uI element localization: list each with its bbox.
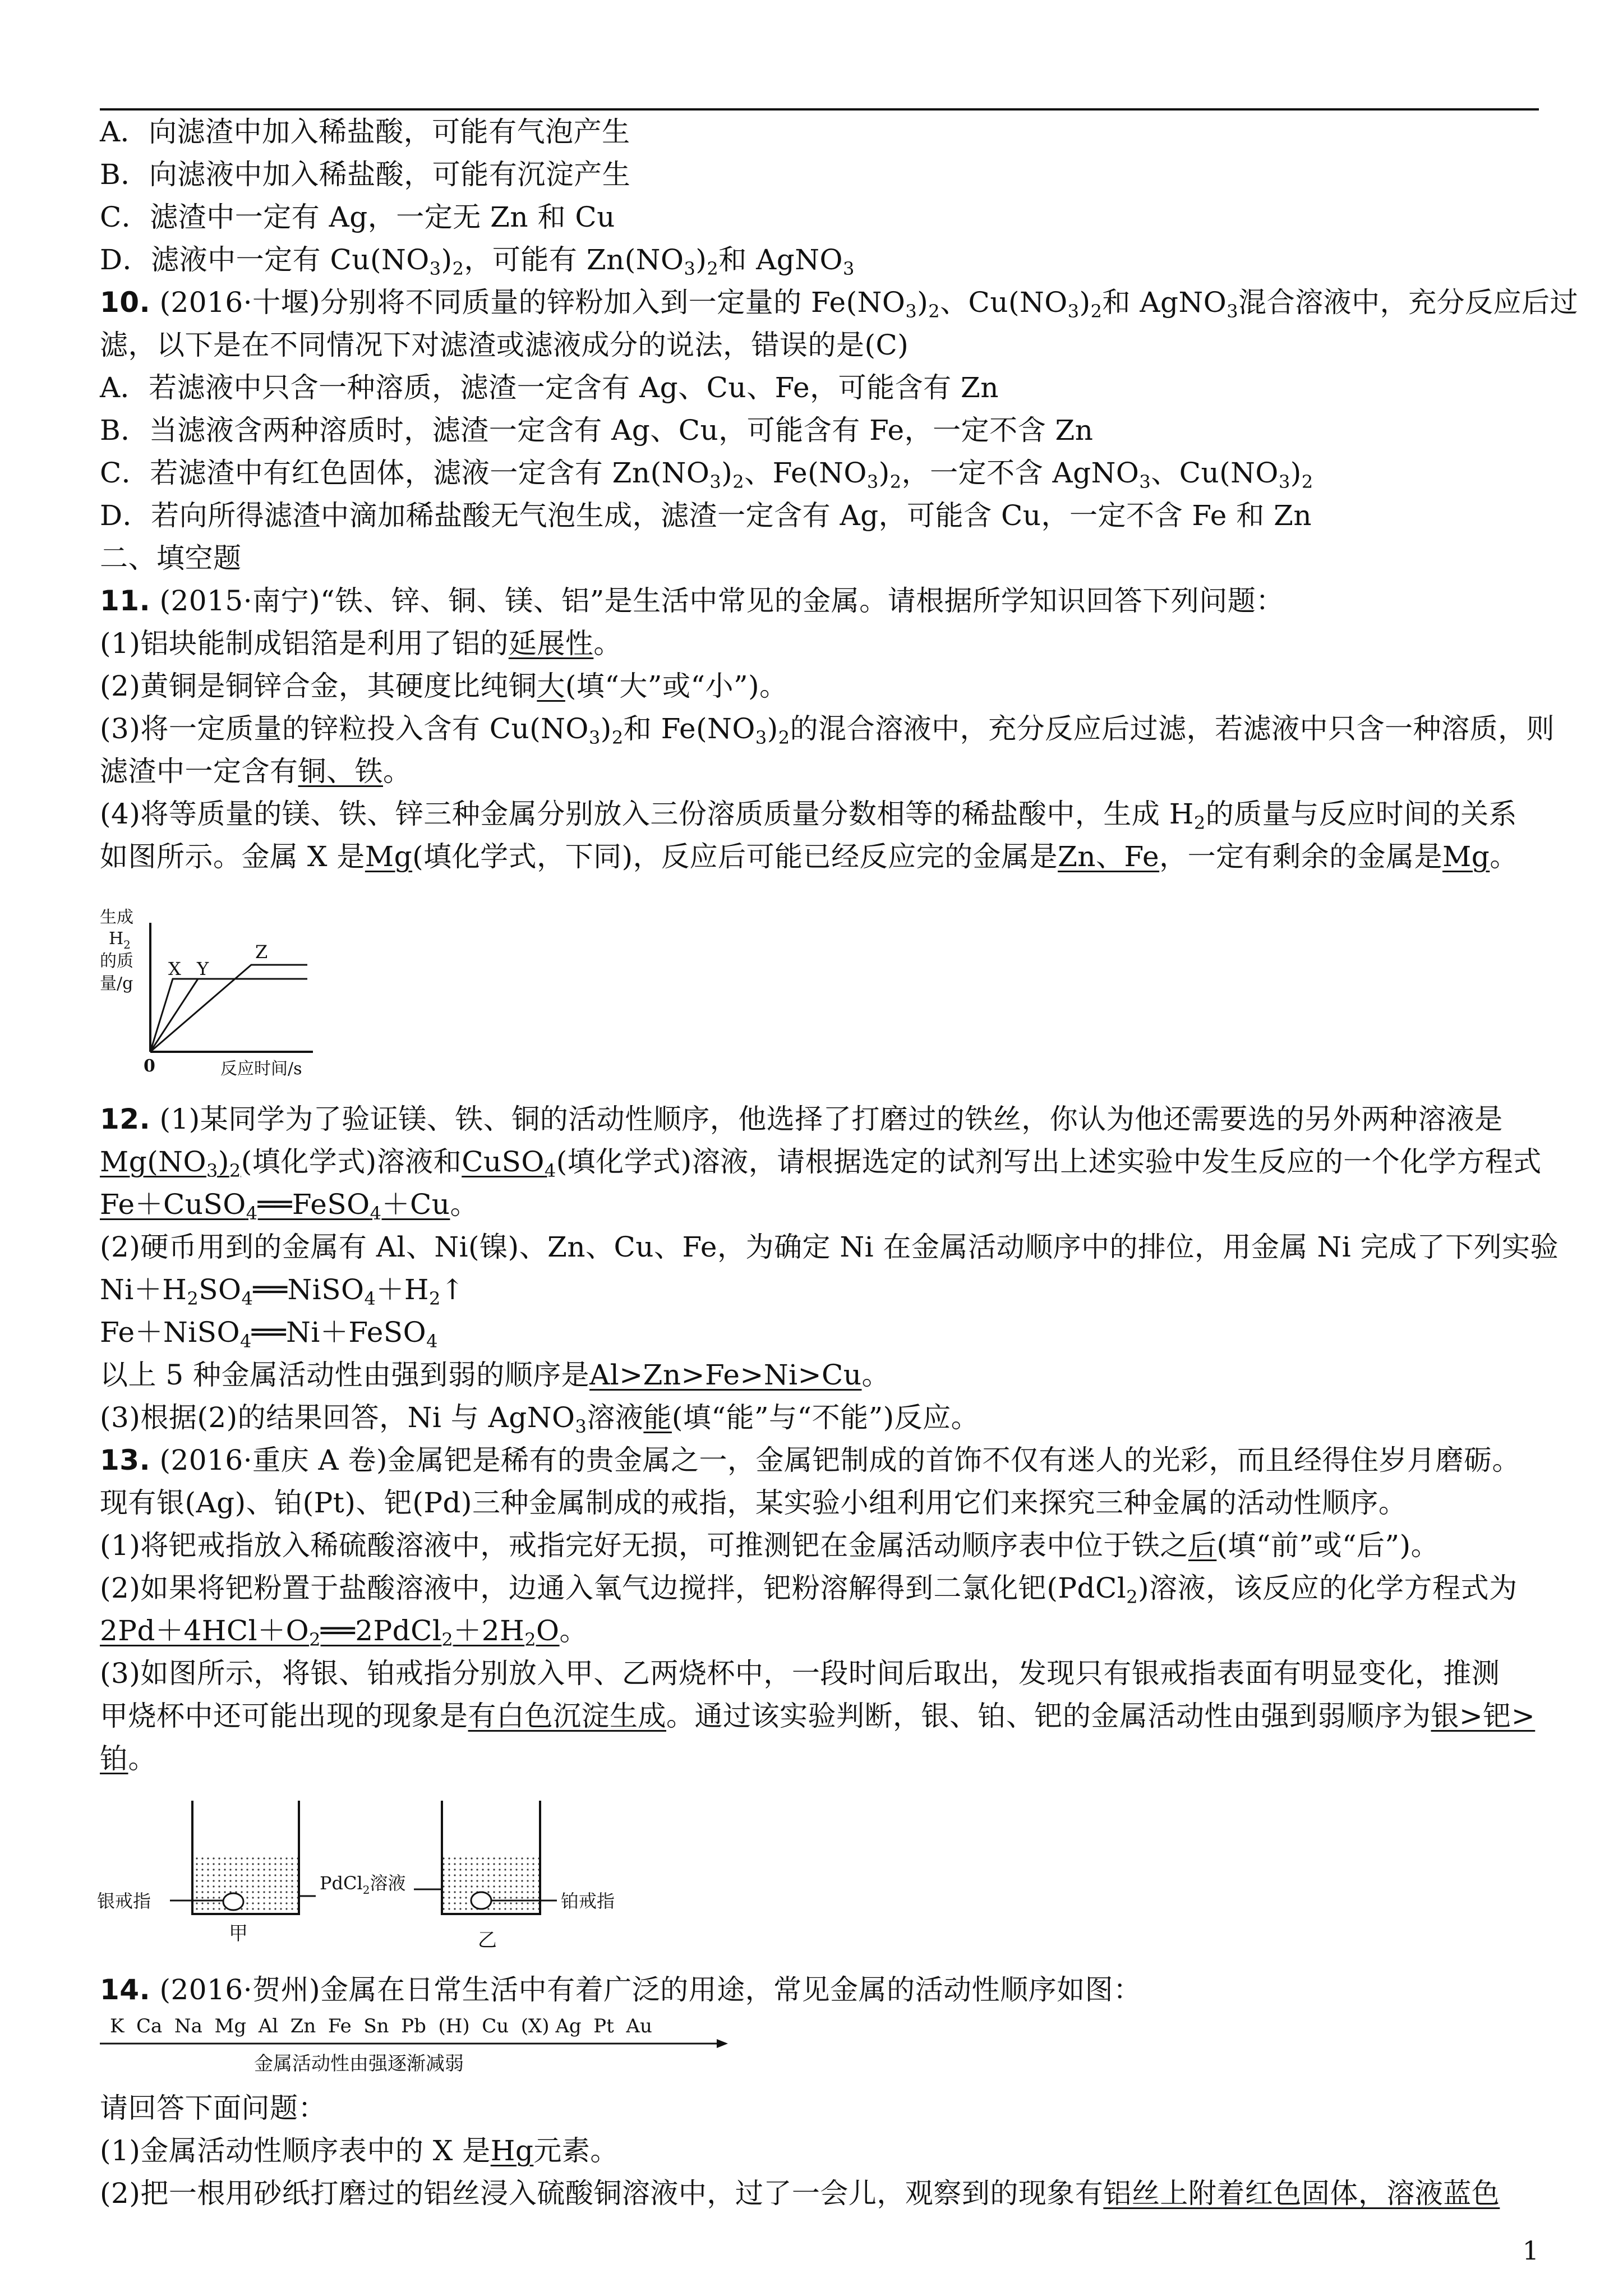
q10-option-c: C．若滤渣中有红色固体，滤液一定含有 $Zn(NO_3)_2$、$Fe(NO_3)_2$，一定不含 AgNO$_3$、$Cu(NO_3)_2$: [100, 457, 1313, 493]
answer-blank: 有白色沉淀生成: [468, 1700, 666, 1732]
activity-arrow-caption: 金属活动性由强逐渐减弱: [254, 2053, 464, 2075]
q9-option-b: B．向滤液中加入稀盐酸，可能有沉淀产生: [100, 158, 631, 191]
answer-blank: Mg: [365, 840, 413, 873]
q11-intro: 11. (2015·南宁)“铁、锌、铜、镁、铝”是生活中常见的金属。请根据所学知识回答下列问题：: [100, 585, 1284, 617]
q14-part2: (2)把一根用砂纸打磨过的铝丝浸入硫酸铜溶液中，过了一会儿，观察到的现象有铝丝上附着红色固体，溶液蓝色: [100, 2177, 1500, 2210]
q10-stem-line2: 滤，以下是在不同情况下对滤渣或滤液成分的说法，错误的是(C): [100, 329, 909, 361]
beakers-figure: [94, 1789, 644, 1958]
q13-part1: (1)将钯戒指放入稀硫酸溶液中，戒指完好无损，可推测钯在金属活动顺序表中位于铁之后(填“前”或“后”)。: [100, 1529, 1440, 1562]
q11-part3-line2: 滤渣中一定含有铜、铁。: [100, 755, 412, 788]
q13-part3-line1: (3)如图所示，将银、铂戒指分别放入甲、乙两烧杯中，一段时间后取出，发现只有银戒指表面有明显变化，推测: [100, 1657, 1500, 1690]
q13-line2: 现有银(Ag)、铂(Pt)、钯(Pd)三种金属制成的戒指，某实验小组利用它们来探究三种金属的活动性顺序。: [100, 1487, 1407, 1519]
q10-option-d: D．若向所得滤渣中滴加稀盐酸无气泡生成，滤渣一定含有 Ag，可能含 Cu，一定不含 Fe 和 Zn: [100, 499, 1312, 532]
graph-ylabel-1: 生成: [100, 908, 133, 927]
answer-blank: 后: [1188, 1529, 1217, 1562]
answer-blank: 能: [643, 1401, 672, 1434]
q12-line2: $Mg(NO_3)_2$(填化学式)溶液和CuSO$_4$(填化学式)溶液，请根据选定的试剂写出上述实验中发生反应的一个化学方程式: [100, 1145, 1542, 1181]
beaker-jia: [192, 1801, 299, 1914]
q12-line8: (3)根据(2)的结果回答，Ni 与 AgNO$_3$溶液能(填“能”与“不能”)反应。: [100, 1401, 980, 1437]
label-platinum-ring: 铂戒指: [561, 1890, 615, 1912]
label-y: Y: [197, 958, 209, 979]
q13-line1: 13. (2016·重庆 A 卷)金属钯是稀有的贵金属之一，金属钯制成的首饰不仅有迷人的光彩，而且经得住岁月磨砺。: [100, 1444, 1521, 1476]
answer-blank: 银>钯>: [1431, 1700, 1536, 1732]
q11-part3-line1: (3)将一定质量的锌粒投入含有 $Cu(NO_3)_2$和 $Fe(NO_3)_2$的混合溶液中，充分反应后过滤，若滤液中只含一种溶质，则: [100, 712, 1555, 748]
curve-y: [150, 979, 198, 1052]
label-yi: 乙: [478, 1929, 497, 1952]
label-jia: 甲: [229, 1922, 248, 1945]
graph-xlabel: 反应时间/s: [220, 1059, 302, 1079]
answer-blank: 铝丝上附着红色固体，溶液蓝色: [1103, 2177, 1500, 2210]
q11-part4-line1: (4)将等质量的镁、铁、锌三种金属分别放入三份溶质质量分数相等的稀盐酸中，生成 $H_2$的质量与反应时间的关系: [100, 798, 1518, 834]
q10-option-b: B．当滤液含两种溶质时，滤渣一定含有 Ag、Cu，可能含有 Fe，一定不含 Zn: [100, 414, 1094, 447]
label-pdcl2: PdCl$_2$溶液: [320, 1872, 406, 1897]
activity-series-figure: [94, 2011, 734, 2084]
graph-ylabel-2: $H_2$: [109, 929, 131, 951]
graph-origin: 0: [144, 1056, 155, 1076]
arrow-head-icon: [717, 2039, 728, 2048]
silver-ring: [223, 1893, 243, 1910]
q13-part2: (2)如果将钯粉置于盐酸溶液中，边通入氧气边搅拌，钯粉溶解得到二氯化钯(PdCl$_2$)溶液，该反应的化学方程式为: [100, 1572, 1518, 1608]
q14-part1: (1)金属活动性顺序表中的 X 是Hg元素。: [100, 2134, 619, 2167]
q10-stem-line1: 10. (2016·十堰)分别将不同质量的锌粉加入到一定量的 $Fe(NO_3)_2$、$Cu(NO_3)_2$和 AgNO$_3$混合溶液中，充分反应后过: [100, 286, 1579, 322]
label-silver-ring: 银戒指: [97, 1890, 151, 1912]
q14-intro: 14. (2016·贺州)金属在日常生活中有着广泛的用途，常见金属的活动性顺序如图：: [100, 1973, 1142, 2006]
q9-option-c: C．滤渣中一定有 Ag，一定无 Zn 和 Cu: [100, 201, 615, 233]
q12-line4: (2)硬币用到的金属有 Al、Ni(镍)、Zn、Cu、Fe，为确定 Ni 在金属活动顺序中的排位，用金属 Ni 完成了下列实验: [100, 1231, 1559, 1263]
answer-blank: 铜、铁: [298, 755, 383, 788]
q11-part1: (1)铝块能制成铝箔是利用了铝的延展性。: [100, 627, 622, 660]
answer-blank: 延展性: [508, 627, 594, 660]
label-x: X: [168, 958, 181, 979]
answer-equation: $2Pd+4HCl+O_2══2PdCl_2+2H_2O$: [100, 1614, 560, 1650]
answer-blank: Mg: [1442, 840, 1490, 873]
q13-part3-line2: 甲烧杯中还可能出现的现象是有白色沉淀生成。通过该实验判断，银、铂、钯的金属活动性由强到弱顺序为银>钯>: [100, 1700, 1536, 1732]
q9-option-a: A．向滤渣中加入稀盐酸，可能有气泡产生: [100, 116, 630, 148]
q12-reaction-1: $Ni+H_2SO_4══NiSO_4+H_2↑$: [100, 1273, 465, 1309]
q12-line1: 12. (1)某同学为了验证镁、铁、铜的活动性顺序，他选择了打磨过的铁丝，你认为他还需要选的另外两种溶液是: [100, 1103, 1503, 1135]
answer-blank: Hg: [490, 2134, 534, 2167]
answer-equation: Fe＋CuSO$_4$══FeSO$_4$＋Cu: [100, 1188, 450, 1224]
q10-option-a: A．若滤液中只含一种溶质，滤渣一定含有 Ag、Cu、Fe，可能含有 Zn: [100, 371, 999, 404]
page-number: 1: [1522, 2235, 1539, 2266]
q13-equation: $2Pd+4HCl+O_2══2PdCl_2+2H_2O$。: [100, 1614, 588, 1650]
top-rule: [100, 108, 1539, 111]
label-z: Z: [255, 941, 268, 963]
platinum-ring: [471, 1892, 491, 1909]
activity-series-text: K Ca Na Mg Al Zn Fe Sn Pb (H) Cu (X) Ag Pt Au: [110, 2015, 652, 2037]
graph-ylabel-3: 的质: [100, 951, 133, 971]
beaker-yi: [442, 1801, 540, 1914]
q12-line3: Fe＋CuSO$_4$══FeSO$_4$＋Cu。: [100, 1188, 478, 1224]
q14-ask: 请回答下面问题：: [100, 2092, 326, 2124]
section-heading: 二、填空题: [100, 542, 242, 574]
graph-ylabel-4: 量/g: [100, 974, 133, 993]
answer-blank: Al>Zn>Fe>Ni>Cu: [589, 1359, 862, 1391]
q11-part4-line2: 如图所示。金属 X 是Mg(填化学式，下同)，反应后可能已经反应完的金属是Zn、Fe，一定有剩余的金属是Mg。: [100, 840, 1518, 873]
q13-part3-line3: 铂。: [100, 1742, 156, 1775]
answer-blank: 铂: [100, 1742, 128, 1775]
answer-blank: CuSO$_4$: [462, 1145, 556, 1181]
q12-reaction-2: Fe＋NiSO$_4$══Ni＋FeSO$_4$: [100, 1316, 439, 1352]
answer-blank: Zn、Fe: [1058, 840, 1160, 873]
answer-blank: $Mg(NO_3)_2$: [100, 1145, 241, 1181]
answer-blank: 大: [537, 670, 565, 702]
q12-line7: 以上 5 种金属活动性由强到弱的顺序是Al>Zn>Fe>Ni>Cu。: [100, 1359, 890, 1391]
h2-mass-graph: [94, 892, 341, 1083]
q9-option-d: D．滤液中一定有 $Cu(NO_3)_2$，可能有 $Zn(NO_3)_2$和 AgNO$_3$: [100, 243, 855, 279]
q11-part2: (2)黄铜是铜锌合金，其硬度比纯铜大(填“大”或“小”)。: [100, 670, 788, 702]
